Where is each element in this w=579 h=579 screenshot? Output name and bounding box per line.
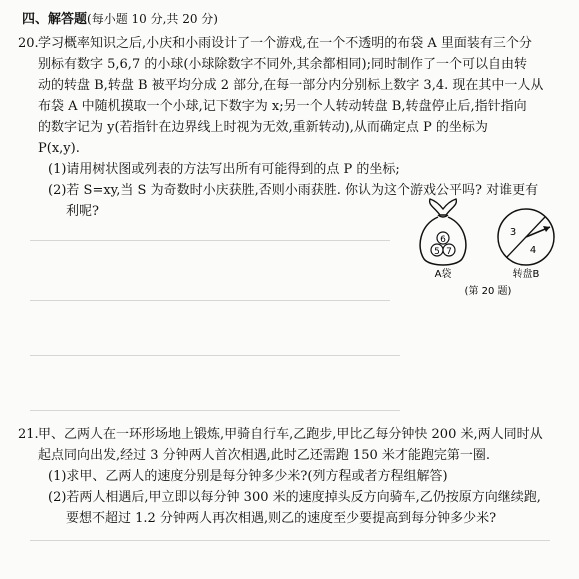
- spinner-b: [498, 209, 554, 280]
- ball-number-left: 5: [434, 247, 440, 257]
- question-20-line-1: 学习概率知识之后,小庆和小雨设计了一个游戏,在一个不透明的布袋 A 里面装有三个分: [38, 36, 532, 51]
- question-21-number: 21.: [18, 427, 39, 442]
- question-20-figure: [410, 195, 570, 300]
- ghost-rule: [30, 355, 400, 356]
- section-heading: [22, 8, 218, 27]
- bag-tie-icon: [430, 199, 457, 215]
- question-21-line-2: 起点同向出发,经过 3 分钟两人首次相遇,此时乙还需跑 150 米才能跑完第一圈.: [38, 448, 491, 463]
- spinner-number-4: 4: [529, 245, 537, 256]
- ghost-rule: [30, 240, 390, 241]
- ball-number-top: 6: [440, 235, 446, 245]
- question-20-part-2-line-1: (2)若 S=xy,当 S 为奇数时小庆获胜,否则小雨获胜. 你认为这个游戏公平吗? 对谁更有: [48, 183, 539, 198]
- question-21-line-1: 甲、乙两人在一环形场地上锻炼,甲骑自行车,乙跑步,甲比乙每分钟快 200 米,两人同时从: [38, 427, 543, 442]
- question-20-part-1: (1)请用树状图或列表的方法写出所有可能得到的点 P 的坐标;: [48, 162, 400, 177]
- ghost-rule: [30, 300, 390, 301]
- spinner-number-3: 3: [509, 227, 517, 238]
- question-20-line-5: 的数字记为 y(若指针在边界线上时视为无效,重新转动),从而确定点 P 的坐标为: [38, 120, 488, 135]
- ball-number-right: 7: [446, 247, 452, 257]
- question-20-line-3: 动的转盘 B,转盘 B 被平均分成 2 部分,在每一部分内分别标上数字 3,4. 现在其中一人从: [38, 78, 544, 93]
- question-21-part-1: (1)求甲、乙两人的速度分别是每分钟多少米?(列方程或者方程组解答): [48, 469, 448, 484]
- bag-label: A袋: [434, 269, 452, 280]
- question-20-line-6: P(x,y).: [38, 141, 80, 156]
- question-20-part-2-line-2: 利呢?: [66, 204, 99, 219]
- ghost-rule: [30, 540, 550, 541]
- bag-a: [420, 199, 466, 280]
- ghost-rule: [30, 410, 400, 411]
- question-20-line-4: 布袋 A 中随机摸取一个小球,记下数字为 x;另一个人转动转盘 B,转盘停止后,指针指向: [38, 99, 527, 114]
- question-20-number: 20.: [18, 36, 39, 51]
- figure-caption: (第 20 题): [464, 286, 512, 297]
- spinner-label: 转盘B: [512, 269, 540, 280]
- question-20-line-2: 别标有数字 5,6,7 的小球(小球除数字不同外,其余都相同);同时制作了一个可以自由转: [38, 57, 527, 72]
- section-note: (每小题 10 分,共 20 分): [87, 12, 218, 26]
- question-21-part-2-line-2: 要想不超过 1.2 分钟两人再次相遇,则乙的速度至少要提高到每分钟多少米?: [66, 511, 497, 526]
- question-21-part-2-line-1: (2)若两人相遇后,甲立即以每分钟 300 米的速度掉头反方向骑车,乙仍按原方向继续跑,: [48, 490, 541, 505]
- section-title: 四、解答题: [22, 12, 88, 27]
